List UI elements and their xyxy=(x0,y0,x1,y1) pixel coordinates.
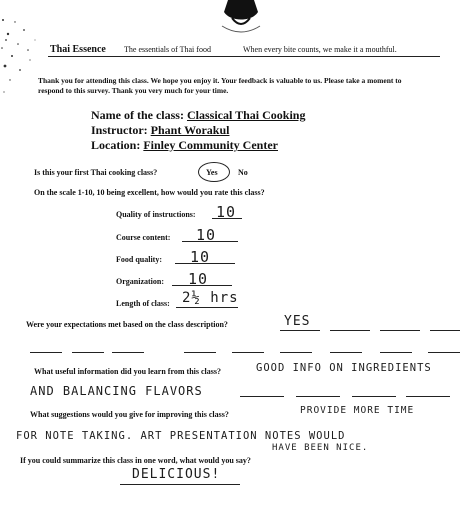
expectations-question: Were your expectations met based on the class description? xyxy=(26,320,228,329)
expectations-line-10 xyxy=(280,352,312,353)
logo-icon xyxy=(218,0,264,39)
rating-label-instruction: Quality of instructions: xyxy=(116,210,196,219)
first-class-yes[interactable]: Yes xyxy=(206,168,218,177)
expectations-line-7 xyxy=(112,352,144,353)
motto: When every bite counts, we make it a mouthful. xyxy=(243,45,397,54)
expectations-line-12 xyxy=(380,352,412,353)
expectations-line-5 xyxy=(30,352,62,353)
location-value: Finley Community Center xyxy=(143,138,278,152)
instructor-value: Phant Worakul xyxy=(150,123,230,137)
expectations-line-6 xyxy=(72,352,104,353)
rating-label-food: Food quality: xyxy=(116,255,163,264)
rating-label-length: Length of class: xyxy=(116,299,170,308)
useful-info-line-2 xyxy=(296,396,340,397)
useful-info-answer-1[interactable]: GOOD INFO ON INGREDIENTS xyxy=(256,362,432,374)
rating-answer-food[interactable]: 10 xyxy=(190,248,211,266)
rating-line-length xyxy=(176,307,238,308)
rating-label-organization: Organization: xyxy=(116,277,164,286)
useful-info-line-1 xyxy=(240,396,284,397)
class-name-label: Name of the class: xyxy=(91,108,184,122)
instructor-label: Instructor: xyxy=(91,123,148,137)
suggestions-answer-2[interactable]: FOR NOTE TAKING. ART PRESENTATION NOTES WOULD xyxy=(16,430,346,442)
first-class-question: Is this your first Thai cooking class? xyxy=(34,168,158,177)
rating-answer-organization[interactable]: 10 xyxy=(188,270,209,288)
rating-answer-length[interactable]: 2½ hrs xyxy=(182,290,239,306)
rating-label-content: Course content: xyxy=(116,233,171,242)
expectations-line-11 xyxy=(330,352,362,353)
yes-selected-circle xyxy=(198,162,230,182)
expectations-line-2 xyxy=(330,330,370,331)
header-rule xyxy=(48,56,440,57)
rating-prompt: On the scale 1-10, 10 being excellent, how would you rate this class? xyxy=(34,188,265,197)
location-label: Location: xyxy=(91,138,141,152)
class-name-row xyxy=(91,108,305,123)
useful-info-line-4 xyxy=(406,396,450,397)
tagline: The essentials of Thai food xyxy=(124,45,211,54)
suggestions-answer-3[interactable]: HAVE BEEN NICE. xyxy=(272,443,369,453)
one-word-question: If you could summarize this class in one word, what would you say? xyxy=(20,456,251,465)
suggestions-answer-1[interactable]: PROVIDE MORE TIME xyxy=(300,405,415,416)
rating-answer-content[interactable]: 10 xyxy=(196,226,217,244)
expectations-line-1 xyxy=(280,330,320,331)
expectations-line-3 xyxy=(380,330,420,331)
intro-text: Thank you for attending this class. We hope you enjoy it. Your feedback is valuable to us. Please take a moment to respond to this survey. Thank you very much for your time. xyxy=(38,76,402,95)
suggestions-question: What suggestions would you give for improving this class? xyxy=(30,410,229,419)
expectations-line-8 xyxy=(184,352,216,353)
expectations-answer[interactable]: YES xyxy=(284,314,311,329)
brand-name: Thai Essence xyxy=(50,44,106,55)
expectations-line-13 xyxy=(428,352,460,353)
class-name-value: Classical Thai Cooking xyxy=(186,108,306,122)
instructor-row xyxy=(91,123,229,138)
useful-info-answer-2[interactable]: AND BALANCING FLAVORS xyxy=(30,384,203,398)
first-class-no[interactable]: No xyxy=(238,168,248,177)
location-row xyxy=(91,138,278,153)
expectations-line-4 xyxy=(430,330,460,331)
useful-info-line-3 xyxy=(352,396,396,397)
useful-info-question: What useful information did you learn from this class? xyxy=(34,367,221,376)
rating-answer-instruction[interactable]: 10 xyxy=(216,203,237,221)
one-word-answer[interactable]: DELICIOUS! xyxy=(132,467,221,482)
one-word-line xyxy=(120,484,240,485)
expectations-line-9 xyxy=(232,352,264,353)
